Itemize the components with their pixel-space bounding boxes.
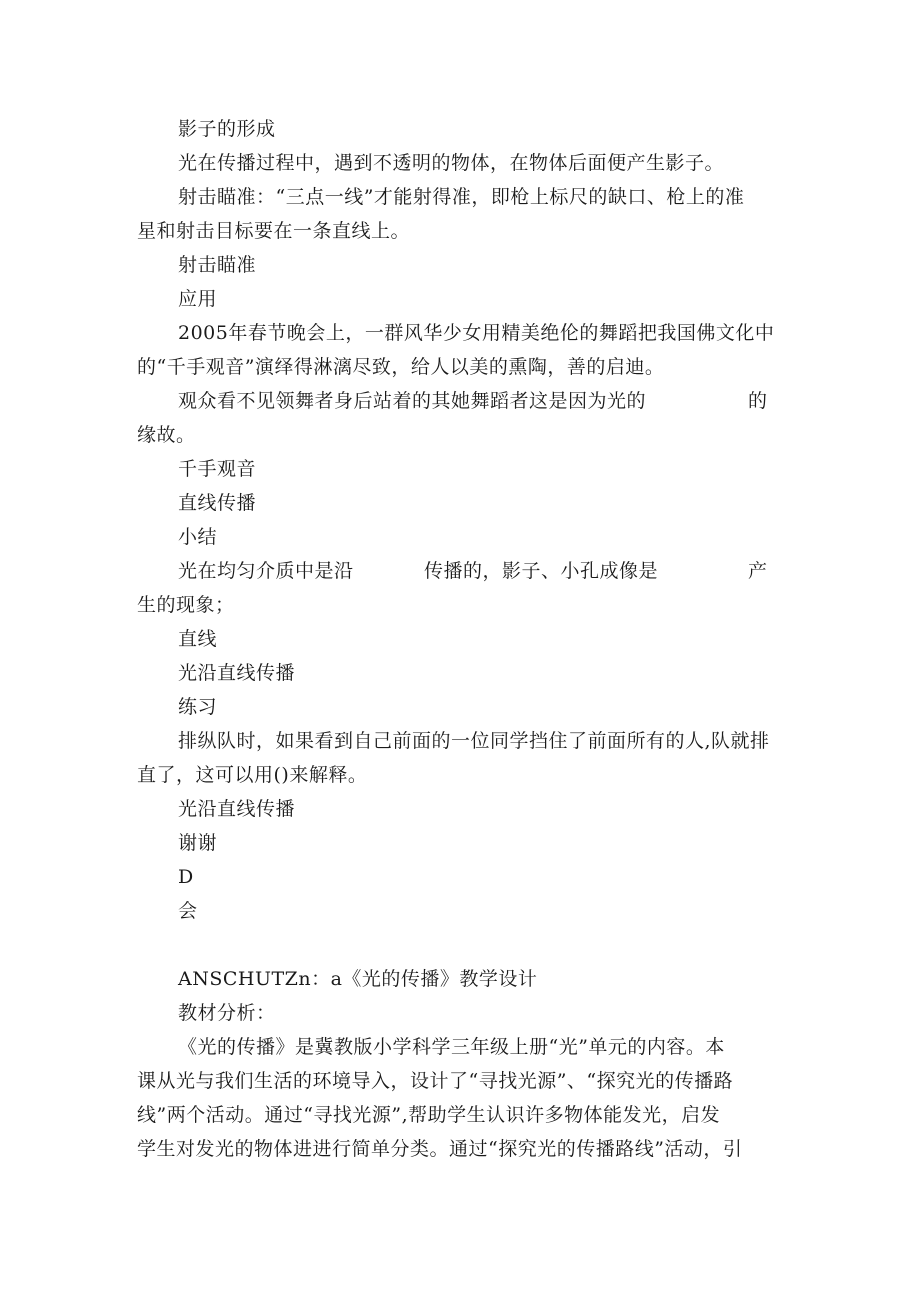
paragraph-line: 生的现象； <box>137 594 235 616</box>
answer-line: 光沿直线传播 <box>178 662 296 684</box>
stray-character: 会 <box>178 900 198 922</box>
question-text: 观众看不见领舞者身后站着的其她舞蹈者这是因为光的 <box>178 390 647 412</box>
paragraph-line: 星和射击目标要在一条直线上。 <box>137 220 411 242</box>
paragraph-line: 的“千手观音”演绎得淋漓尽致，给人以美的熏陶，善的启迪。 <box>137 356 665 378</box>
paragraph-line: 线”两个活动。通过“寻找光源”,帮助学生认识许多物体能发光，启发 <box>137 1104 721 1126</box>
summary-part-a: 光在均匀介质中是沿 <box>178 560 354 582</box>
heading-practice: 练习 <box>178 696 218 718</box>
heading-thousand-hand: 千手观音 <box>178 458 257 480</box>
paragraph-line: 直了，这可以用()来解释。 <box>137 764 368 786</box>
section-title: ANSCHUTZn：a《光的传播》教学设计 <box>178 968 538 990</box>
heading-material-analysis: 教材分析： <box>178 1002 276 1024</box>
stray-letter: D <box>178 866 194 888</box>
heading-application: 应用 <box>178 288 218 310</box>
paragraph-line: 射击瞄准：“三点一线”才能射得准，即枪上标尺的缺口、枪上的准 <box>178 186 745 208</box>
paragraph-line: 缘故。 <box>137 424 196 446</box>
fill-blank-question-line <box>178 389 646 413</box>
paragraph-line: 学生对发光的物体进进行简单分类。通过“探究光的传播路线”活动，引 <box>137 1138 743 1160</box>
paragraph-line: 课从光与我们生活的环境导入，设计了“寻找光源”、“探究光的传播路 <box>137 1070 734 1092</box>
heading-shadow-formation: 影子的形成 <box>178 118 276 140</box>
answer-line: 直线传播 <box>178 492 257 514</box>
thanks-line: 谢谢 <box>178 832 218 854</box>
heading-aiming: 射击瞄准 <box>178 254 257 276</box>
paragraph-line: 光在传播过程中，遇到不透明的物体，在物体后面便产生影子。 <box>178 152 725 174</box>
answer-line: 直线 <box>178 628 218 650</box>
summary-part-b: 传播的，影子、小孔成像是 <box>424 560 659 582</box>
paragraph-line: 《光的传播》是冀教版小学科学三年级上册“光”单元的内容。本 <box>178 1036 725 1058</box>
summary-part-c: 产 <box>748 560 768 582</box>
heading-summary: 小结 <box>178 526 218 548</box>
answer-line: 光沿直线传播 <box>178 798 296 820</box>
paragraph-line: 排纵队时，如果看到自己前面的一位同学挡住了前面所有的人,队就排 <box>178 730 770 752</box>
paragraph-line: 2005年春节晚会上，一群风华少女用精美绝伦的舞蹈把我国佛文化中 <box>178 322 775 344</box>
question-tail: 的 <box>748 390 768 412</box>
